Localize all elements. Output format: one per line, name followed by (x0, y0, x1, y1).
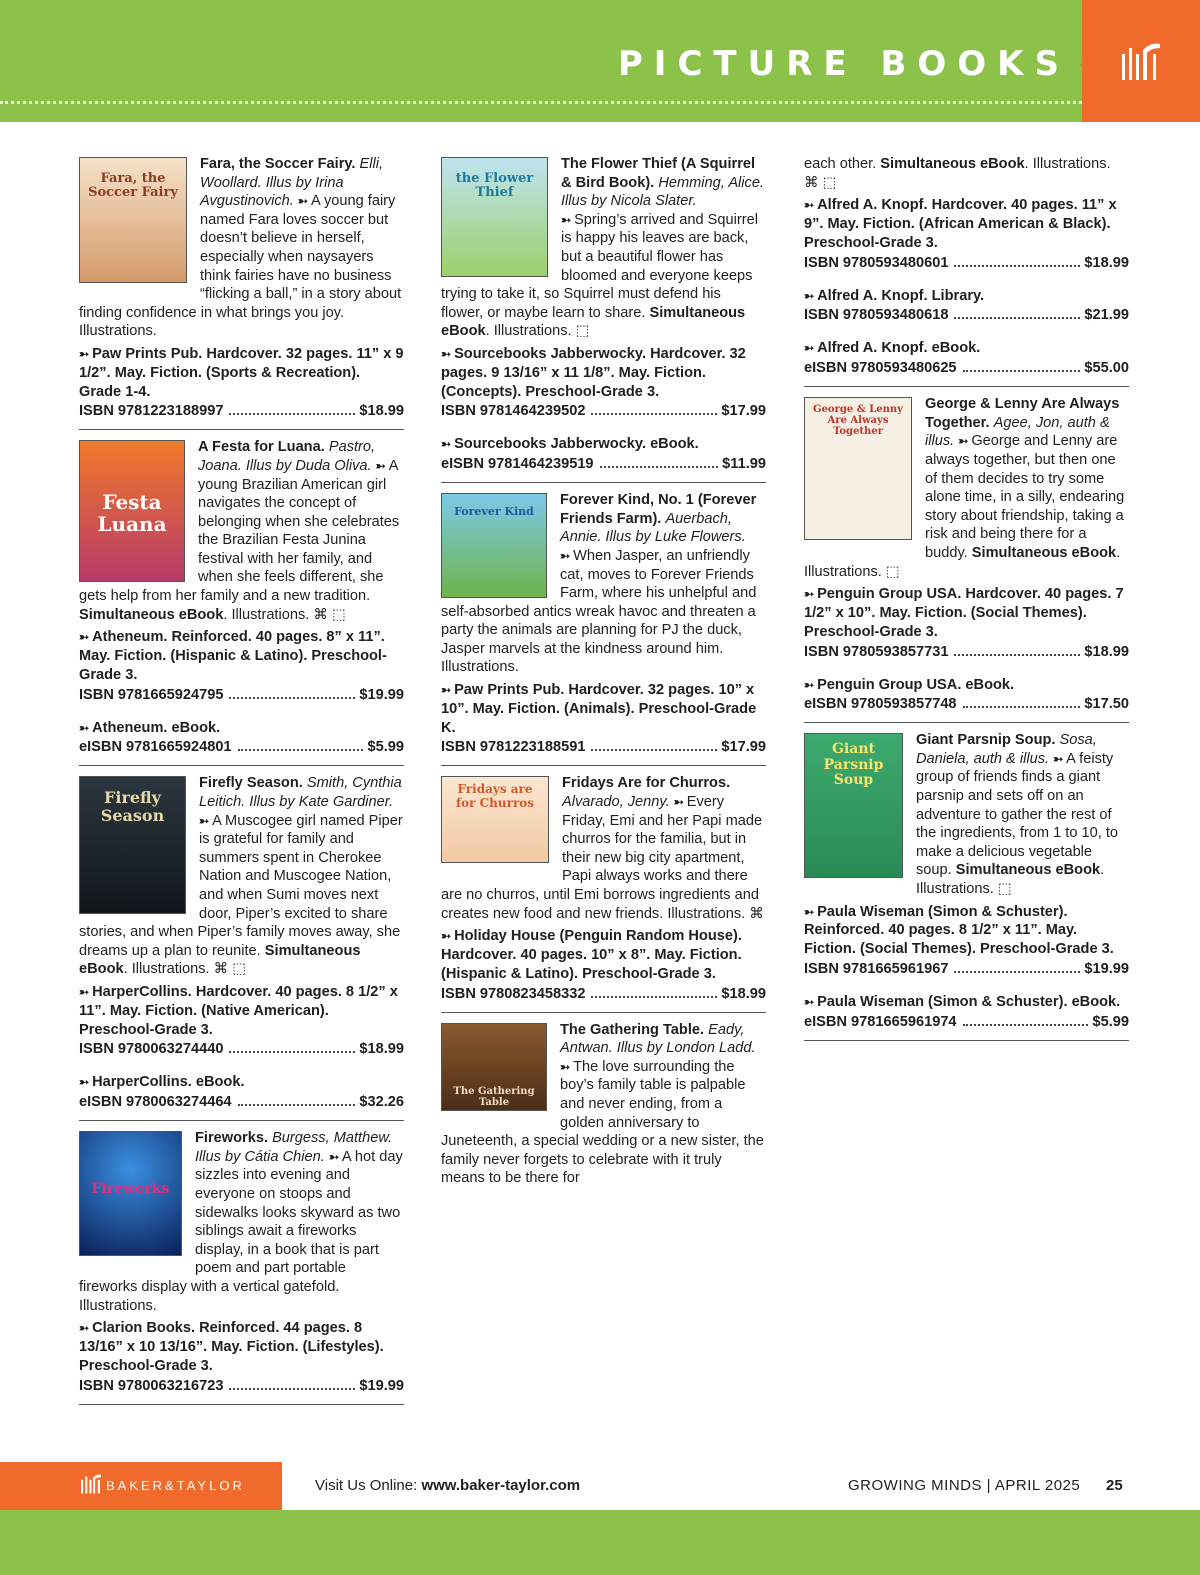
book-entry (804, 395, 1129, 723)
book-author: Hemming, Alice. Illus by Nicola Slater. (561, 174, 765, 210)
spacer (804, 662, 1129, 672)
arrow-icon: ➳ (804, 995, 815, 1010)
dot-leader (229, 413, 355, 415)
dot-leader (963, 370, 1081, 372)
price: $18.99 (721, 985, 766, 1002)
arrow-icon: ➳ (79, 1075, 90, 1090)
dot-leader (954, 317, 1080, 319)
isbn: eISBN 9781464239519 (441, 456, 594, 473)
entry-divider (441, 482, 766, 483)
arrow-icon: ➳ (673, 795, 684, 810)
price: $5.99 (1092, 1013, 1129, 1030)
dot-leader (238, 749, 364, 751)
arrow-icon: ➳ (441, 346, 452, 361)
book-entry (79, 438, 404, 766)
book-entry (79, 774, 404, 1121)
book-entry (441, 1021, 766, 1188)
spacer (79, 705, 404, 715)
book-author: Auerbach, Annie. Illus by Luke Flowers. (560, 510, 746, 546)
format-details (804, 287, 1129, 306)
isbn-price-row (441, 984, 766, 1004)
format-line: Penguin Group USA. Hardcover. 40 pages. 7 1/2” x 10”. May. Fiction. (Social Themes). Preschool-Grade 3. (804, 586, 1124, 640)
book-entry (441, 491, 766, 766)
book-title: The Gathering Table. (560, 1021, 705, 1038)
cover-title: George & Lenny Are Always Together (813, 404, 903, 438)
book-summary: Spring’s arrived and Squirrel is happy his leaves are back, but a beautiful flower has bloomed and everyone keeps trying to take it, so Squirrel must defend his flower, or maybe learn to share. (441, 211, 758, 321)
book-summary: Every Friday, Emi and her Papi made churros for the familia, but in their new big city apartment, Papi always works and there are no churros, until Emi borrows ingredients and creates new food and new friends. Illustrations. ⌘ (441, 794, 764, 922)
arrow-icon: ➳ (441, 929, 452, 944)
price: $5.99 (367, 739, 404, 756)
format-details (441, 345, 766, 401)
isbn: ISBN 9780823458332 (441, 985, 586, 1002)
isbn: eISBN 9781665924801 (79, 739, 232, 756)
format-details (441, 435, 766, 454)
book-summary: A young Brazilian American girl navigates the concept of belonging when she celebrates the Brazilian Festa Junina festival with her family, and when she feels different, she gets help from her family and a new tradition. (79, 457, 400, 605)
format-line: Paula Wiseman (Simon & Schuster). Reinforced. 40 pages. 8 1/2” x 11”. May. Fiction. (Social Themes). Preschool-Grade 3. (804, 903, 1114, 958)
isbn: ISBN 9780063216723 (79, 1377, 224, 1394)
isbn: ISBN 9781223188997 (79, 403, 224, 420)
format-line: HarperCollins. eBook. (92, 1074, 245, 1091)
dot-leader (600, 466, 719, 468)
dot-leader (229, 1051, 355, 1053)
isbn-price-row (79, 1376, 404, 1396)
format-details (804, 585, 1129, 641)
format-details (804, 993, 1129, 1012)
spacer (804, 325, 1129, 335)
arrow-icon: ➳ (804, 904, 815, 919)
book-author: Smith, Cynthia Leitich. Illus by Kate Gardiner. (199, 775, 402, 811)
isbn-price-row (79, 401, 404, 421)
book-entry (79, 155, 404, 430)
price: $18.99 (1084, 254, 1129, 271)
arrow-icon: ➳ (560, 548, 571, 563)
isbn: ISBN 9781223188591 (441, 739, 586, 756)
isbn-price-row (441, 454, 766, 474)
book-author: Alvarado, Jenny. (562, 794, 670, 811)
isbn: eISBN 9780593480625 (804, 360, 957, 377)
spacer (804, 273, 1129, 283)
arrow-icon: ➳ (79, 346, 90, 361)
price: $32.26 (359, 1094, 404, 1111)
entry-divider (804, 386, 1129, 387)
format-details (441, 681, 766, 737)
book-title: A Festa for Luana. (198, 439, 325, 456)
dot-leader (229, 1388, 355, 1390)
book-entry (441, 774, 766, 1012)
format-line: Alfred A. Knopf. eBook. (817, 340, 981, 357)
isbn: eISBN 9780593857748 (804, 696, 957, 713)
format-line: Paula Wiseman (Simon & Schuster). eBook. (817, 994, 1121, 1011)
illustrations-note: . Illustrations. ⌘ ⬚ (223, 606, 346, 623)
visit-online (315, 1477, 580, 1494)
isbn-price-row (804, 642, 1129, 662)
book-cover-image (441, 493, 547, 598)
entry-divider (79, 429, 404, 430)
isbn: ISBN 9781665924795 (79, 686, 224, 703)
dot-leader (591, 749, 717, 751)
illustrations-note: . Illustrations. ⌘ ⬚ (804, 156, 1111, 191)
book-summary: A feisty group of friends finds a giant parsnip and sets off on an adventure to gather the rest of the ingredients, from 1 to 10, to make a delicious vegetable soup. (916, 750, 1118, 879)
isbn: eISBN 9780063274464 (79, 1094, 232, 1111)
dot-leader (963, 1024, 1089, 1026)
arrow-icon: ➳ (804, 587, 815, 602)
format-line: Sourcebooks Jabberwocky. Hardcover. 32 pages. 9 13/16” x 11 1/8”. May. Fiction. (Concepts). Preschool-Grade 3. (441, 345, 746, 400)
book-summary: George and Lenny are always together, but then one of them decides to try some alone time, in a silly, endearing story about friendship, taking a risk and being there for a buddy. (925, 433, 1125, 561)
dot-leader (229, 697, 355, 699)
book-author: Sosa, Daniela, auth & illus. (916, 732, 1097, 767)
arrow-icon: ➳ (1053, 751, 1064, 766)
column-1 (79, 155, 404, 1413)
book-summary: When Jasper, an unfriendly cat, moves to Forever Friends Farm, where his unhelpful and self-absorbed antics wreak havoc and threaten a party the animals are planning for PJ the duck, Jasper marvels at the kindness around him. Illustrations. (441, 547, 757, 676)
arrow-icon: ➳ (560, 1059, 571, 1074)
isbn: ISBN 9780593480601 (804, 254, 949, 271)
isbn-price-row (79, 1039, 404, 1059)
dot-leader (954, 654, 1080, 656)
arrow-icon: ➳ (804, 677, 815, 692)
arrow-icon: ➳ (328, 1149, 339, 1164)
arrow-icon: ➳ (79, 720, 90, 735)
price: $19.99 (359, 686, 404, 703)
book-title: Fara, the Soccer Fairy. (200, 156, 356, 172)
entry-divider (79, 1120, 404, 1121)
isbn-price-row (804, 1012, 1129, 1032)
book-cover-image (804, 733, 903, 878)
simultaneous-ebook-label: Simultaneous eBook (79, 942, 361, 978)
baker-taylor-logo-icon (1120, 40, 1162, 84)
illustrations-note: . Illustrations. ⬚ (485, 323, 590, 340)
isbn-price-row (441, 401, 766, 421)
page-number: 25 (1106, 1477, 1123, 1494)
dot-leader (591, 413, 717, 415)
book-entry (804, 731, 1129, 1041)
isbn-price-row (79, 685, 404, 705)
format-details (804, 339, 1129, 358)
cover-title: Fara, the Soccer Fairy (88, 171, 178, 201)
entry-divider (79, 765, 404, 766)
baker-taylor-logo-icon (80, 1472, 102, 1496)
price: $19.99 (359, 1377, 404, 1394)
book-summary: A Muscogee girl named Piper is grateful for family and summers spent in Cherokee Nation and Muscogee Nation, and when Sumi moves next door, Piper’s excited to share stories, and when Piper’s family moves away, she dreams up a plan to reunite. (79, 812, 403, 959)
book-author: Elli, Woollard. Illus by Irina Avgustinovich. (200, 156, 384, 210)
book-entry (804, 155, 1129, 387)
format-details (79, 719, 404, 738)
simultaneous-ebook-label: Simultaneous eBook (971, 544, 1117, 561)
column-3 (804, 155, 1129, 1049)
isbn-price-row (79, 1092, 404, 1112)
isbn-price-row (804, 694, 1129, 714)
book-author: Burgess, Matthew. Illus by Cátia Chien. (195, 1130, 393, 1165)
format-line: HarperCollins. Hardcover. 40 pages. 8 1/2” x 11”. May. Fiction. (Native American). Preschool-Grade 3. (79, 983, 398, 1038)
visit-label: Visit Us Online: (315, 1477, 418, 1494)
cover-title: Firefly Season (100, 788, 165, 826)
price: $18.99 (359, 1041, 404, 1058)
book-cover-image (79, 776, 186, 914)
book-cover-image (441, 1023, 547, 1111)
isbn: ISBN 9780593480618 (804, 307, 949, 324)
bottom-band (0, 1510, 1200, 1575)
website-link[interactable]: www.baker-taylor.com (421, 1477, 581, 1494)
book-title: The Flower Thief (A Squirrel & Bird Book). (561, 156, 756, 191)
isbn-price-row (79, 737, 404, 757)
book-title: George & Lenny Are Always Together. (925, 396, 1120, 431)
isbn-price-row (441, 737, 766, 757)
entry-divider (441, 765, 766, 766)
arrow-icon: ➳ (804, 198, 815, 213)
arrow-icon: ➳ (79, 1321, 90, 1336)
entry-divider (804, 722, 1129, 723)
arrow-icon: ➳ (79, 630, 90, 645)
isbn-price-row (804, 253, 1129, 273)
book-entry (441, 155, 766, 483)
spacer (79, 1059, 404, 1069)
format-details (79, 345, 404, 401)
format-line: Paw Prints Pub. Hardcover. 32 pages. 11” x 9 1/2”. May. Fiction. (Sports & Recreation). Grade 1-4. (79, 345, 404, 400)
book-cover-image (441, 157, 548, 277)
cover-title: Fireworks (91, 1181, 170, 1198)
book-summary: A young fairy named Fara loves soccer but doesn’t believe in herself, especially when naysayers think fairies have no business “flicking a ball,” in a story about finding confidence in what brings you joy. Illustrations. (79, 193, 402, 340)
format-line: Atheneum. eBook. (92, 719, 221, 736)
price: $55.00 (1084, 360, 1129, 377)
isbn: ISBN 9780063274440 (79, 1041, 224, 1058)
price: $21.99 (1084, 307, 1129, 324)
format-line: Holiday House (Penguin Random House). Hardcover. 40 pages. 10” x 8”. May. Fiction. (Hispanic & Latino). Preschool-Grade 3. (441, 928, 742, 982)
format-details (804, 676, 1129, 695)
spacer (804, 979, 1129, 989)
simultaneous-ebook-label: Simultaneous eBook (441, 304, 746, 340)
arrow-icon: ➳ (441, 437, 452, 452)
book-title: Forever Kind, No. 1 (Forever Friends Farm). (560, 492, 757, 527)
dot-leader (954, 265, 1080, 267)
entry-divider (441, 1012, 766, 1013)
format-line: Penguin Group USA. eBook. (817, 676, 1015, 693)
illustrations-note: . Illustrations. ⬚ (916, 862, 1105, 898)
arrow-icon: ➳ (804, 288, 815, 303)
price: $17.99 (721, 403, 766, 420)
cover-title: the Flower Thief (455, 171, 534, 201)
dot-leader (963, 706, 1081, 708)
book-cover-image (79, 1131, 182, 1256)
price: $19.99 (1084, 961, 1129, 978)
isbn: eISBN 9781665961974 (804, 1013, 957, 1030)
format-details (79, 1319, 404, 1375)
price: $11.99 (722, 456, 766, 473)
arrow-icon: ➳ (958, 434, 969, 449)
arrow-icon: ➳ (297, 194, 308, 209)
cover-title: Fridays are for Churros (455, 782, 535, 810)
book-cover-image (79, 157, 187, 283)
book-summary: each other. (804, 156, 877, 172)
arrow-icon: ➳ (375, 458, 386, 473)
book-title: Fireworks. (195, 1130, 268, 1147)
dot-leader (591, 996, 717, 998)
dot-leader (954, 971, 1080, 973)
header-bar (0, 0, 1200, 122)
simultaneous-ebook-label: Simultaneous eBook (79, 606, 224, 623)
book-entry (79, 1129, 404, 1404)
book-title: Firefly Season. (199, 775, 303, 792)
cover-title: Forever Kind (454, 505, 534, 519)
arrow-icon: ➳ (199, 813, 210, 828)
book-author: Pastro, Joana. Illus by Duda Oliva. (198, 439, 376, 474)
price: $18.99 (1084, 643, 1129, 660)
entry-divider (79, 1404, 404, 1405)
format-details (79, 628, 404, 684)
format-details (804, 196, 1129, 252)
cover-title: Giant Parsnip Soup (823, 741, 884, 789)
section-title: PICTURE BOOKS (617, 44, 1070, 84)
format-line: Atheneum. Reinforced. 40 pages. 8” x 11”. May. Fiction. (Hispanic & Latino). Preschool-Grade 3. (79, 629, 387, 683)
price: $18.99 (359, 403, 404, 420)
price: $17.99 (721, 739, 766, 756)
illustrations-note: . Illustrations. ⌘ ⬚ (123, 961, 247, 978)
isbn-price-row (804, 959, 1129, 979)
cover-title: The Gathering Table (453, 1085, 535, 1108)
format-details (79, 983, 404, 1039)
book-cover-image (441, 776, 549, 863)
book-title: Giant Parsnip Soup. (916, 732, 1056, 749)
footer-logo (0, 1462, 282, 1510)
isbn: ISBN 9780593857731 (804, 643, 949, 660)
arrow-icon: ➳ (79, 984, 90, 999)
format-line: Alfred A. Knopf. Library. (817, 287, 985, 304)
format-details (804, 903, 1129, 959)
format-line: Alfred A. Knopf. Hardcover. 40 pages. 11” x 9”. May. Fiction. (African American & Black). Preschool-Grade 3. (804, 197, 1117, 251)
entry-divider (804, 1040, 1129, 1041)
book-summary: A hot day sizzles into evening and everyone on stoops and sidewalks looks skyward as two siblings await a fireworks display, in a book that is part poem and part portable fireworks display with a vertical gatefold. Illustrations. (79, 1148, 403, 1314)
format-details (79, 1073, 404, 1092)
simultaneous-ebook-label: Simultaneous eBook (880, 156, 1025, 172)
dotted-divider (0, 101, 1082, 104)
arrow-icon: ➳ (804, 341, 815, 356)
simultaneous-ebook-label: Simultaneous eBook (955, 862, 1101, 879)
format-line: Paw Prints Pub. Hardcover. 32 pages. 10” x 10”. May. Fiction. (Animals). Preschool-Grade K. (441, 682, 757, 736)
illustrations-note: . Illustrations. ⬚ (804, 544, 1121, 580)
book-author: Eady, Antwan. Illus by London Ladd. (560, 1021, 756, 1057)
brand-logo-tab (1082, 0, 1200, 122)
dot-leader (238, 1104, 356, 1106)
isbn: ISBN 9781665961967 (804, 961, 949, 978)
arrow-icon: ➳ (561, 212, 572, 227)
isbn-price-row (804, 358, 1129, 378)
column-2 (441, 155, 766, 1196)
price: $17.50 (1084, 696, 1129, 713)
issue-label: GROWING MINDS | APRIL 2025 (848, 1477, 1081, 1494)
footer-brand: BAKER&TAYLOR (106, 1478, 245, 1493)
book-description (804, 155, 1129, 192)
book-summary: The love surrounding the boy’s family table is palpable and never ending, from a golden anniversary to Juneteenth, a special wedding or a new sister, the family never forgets to celebrate with it truly means to be there for (441, 1058, 764, 1187)
book-cover-image (79, 440, 185, 582)
cover-title: Festa Luana (97, 490, 167, 537)
format-details (441, 927, 766, 983)
format-line: Sourcebooks Jabberwocky. eBook. (454, 436, 699, 453)
format-line: Clarion Books. Reinforced. 44 pages. 8 13/16” x 10 13/16”. May. Fiction. (Lifestyles). Preschool-Grade 3. (79, 1320, 384, 1374)
isbn: ISBN 9781464239502 (441, 403, 586, 420)
book-author: Agee, Jon, auth & illus. (925, 414, 1110, 450)
isbn-price-row (804, 305, 1129, 325)
book-cover-image (804, 397, 912, 540)
arrow-icon: ➳ (441, 683, 452, 698)
book-title: Fridays Are for Churros. (562, 775, 731, 792)
spacer (441, 421, 766, 431)
